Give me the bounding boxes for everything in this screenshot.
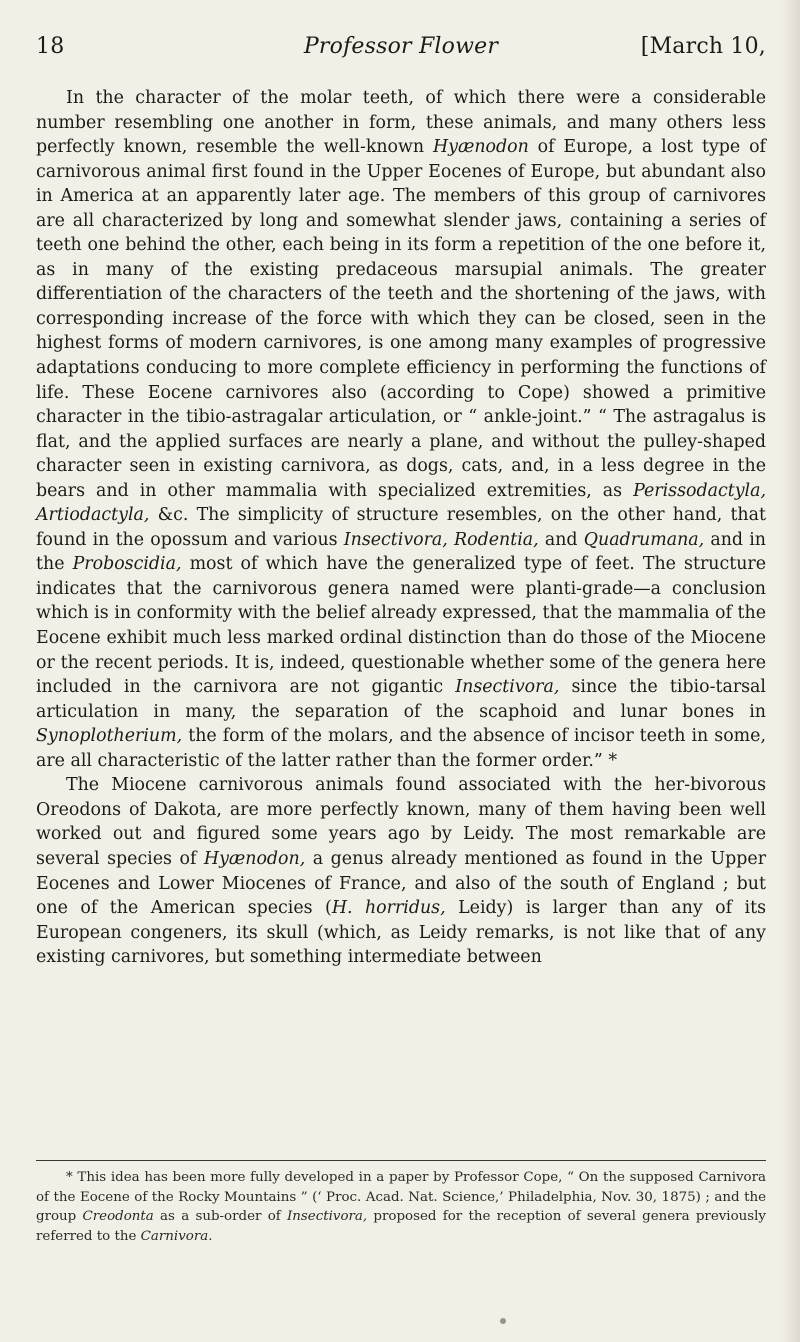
paragraph-italic-run: Insectivora, <box>455 677 560 698</box>
print-speck <box>500 1318 506 1324</box>
paragraph-italic-run: Proboscidia, <box>72 554 182 575</box>
paragraph-text-run: The Miocene carnivorous animals found associated with the her-bivorous Oreodons of Dakota, are more perfectly known, many of them having been well worked out and figured some years ago by Leidy. The most remarkable are several species of <box>36 775 766 869</box>
footnote-italic-run: Insectivora, <box>287 1209 368 1224</box>
paragraph-text-run: Leidy) is larger than any of its European congeners, its skull (which, as Leidy remarks, is not like that of any existing carnivores, but something intermediate between <box>36 898 767 968</box>
paragraph-italic-run: Insectivora, Rodentia, <box>343 529 539 550</box>
page-number: 18 <box>36 34 65 59</box>
footnote <box>36 1168 766 1246</box>
paragraph-italic-run: H. horridus, <box>331 898 446 919</box>
paragraph-1 <box>36 86 766 773</box>
footnote-text-run: proposed for the reception of several genera previously referred to the <box>36 1209 766 1244</box>
paragraph-text-run: most of which have the generalized type of feet. The structure indicates that the carnivorous genera named were planti-grade—a conclusion which is in conformity with the belief already expressed, that the mammalia of the Eocene exhibit much less marked ordinal distinction than do those of the Miocene or the recent periods. It is, indeed, questionable whether some of the genera here included in the carnivora are not gigantic <box>36 554 766 698</box>
footnote-text-run: * This idea has been more fully developed in a paper by Professor Cope, “ On the supposed Carnivora of the Eocene of the Rocky Mountains ” (‘ Proc. Acad. Nat. Science,’ Philadelphia, Nov. 30, 1875) ; and the group <box>36 1170 766 1224</box>
footnote-italic-run: Carnivora. <box>140 1228 213 1244</box>
running-header <box>36 32 766 66</box>
paragraph-2 <box>36 773 766 969</box>
paragraph-text-run: &c. The simplicity of structure resembles, on the other hand, that found in the opossum and various <box>36 505 766 550</box>
paragraph-text-run: a genus already mentioned as found in the Upper Eocenes and Lower Miocenes of France, and also of the south of England ; but one of the American species ( <box>36 848 767 919</box>
running-title: Professor Flower <box>303 34 499 59</box>
paragraph-text-run: of Europe, a lost type of carnivorous animal first found in the Upper Eocenes of Europe, but abundant also in America at an apparently later age. The members of this group of carnivores are all characterized by long and somewhat slender jaws, containing a series of teeth one behind the other, each being in its form a repetition of the one before it, as in many of the existing predaceous marsupial animals. The greater differentiation of the characters of the teeth and the shortening of the jaws, with corresponding increase of the force with which they can be closed, seen in the highest forms of modern carnivores, is one among many examples of progressive adaptations conducing to more complete efficiency in performing the functions of life. These Eocene carnivores also (according to Cope) showed a primitive character in the tibio-astragalar articulation, or “ ankle-joint.” “ The astragalus is flat, and the applied surfaces are nearly a plane, and without the pulley-shaped character seen in existing carnivora, as dogs, cats, and, in a less degree in the bears and in other mammalia with specialized extremities, as <box>36 137 766 501</box>
running-date: [March 10, <box>640 34 766 59</box>
paragraph-text-run: the form of the molars, and the absence of incisor teeth in some, are all characteristic of the latter rather than the former order.” * <box>36 726 766 771</box>
footnote-rule <box>36 1160 766 1161</box>
footnote-text-run: as a sub-order of <box>153 1209 287 1224</box>
footnote-text <box>36 1168 766 1246</box>
paragraph-text-run: and <box>538 529 584 550</box>
footnote-italic-run: Creodonta <box>82 1209 154 1224</box>
paragraph-text-run: and in the <box>36 529 766 575</box>
paragraph-italic-run: Quadrumana, <box>583 529 705 550</box>
book-page <box>36 0 772 1342</box>
paragraph-italic-run: Perissodactyla, Artiodactyla, <box>36 480 766 526</box>
paragraph-text-run: In the character of the molar teeth, of which there were a considerable number resembling one another in form, these animals, and many others less perfectly known, resemble the well-known <box>36 88 766 158</box>
paragraph-italic-run: Synoplotherium, <box>36 726 183 747</box>
paragraph-italic-run: Hyænodon, <box>203 848 306 869</box>
page-edge-shadow <box>782 0 800 1342</box>
paragraph-text-run: since the tibio-tarsal articulation in many, the separation of the scaphoid and lunar bones in <box>36 677 766 722</box>
body-text <box>36 86 766 970</box>
paragraph-italic-run: Hyænodon <box>432 137 529 158</box>
